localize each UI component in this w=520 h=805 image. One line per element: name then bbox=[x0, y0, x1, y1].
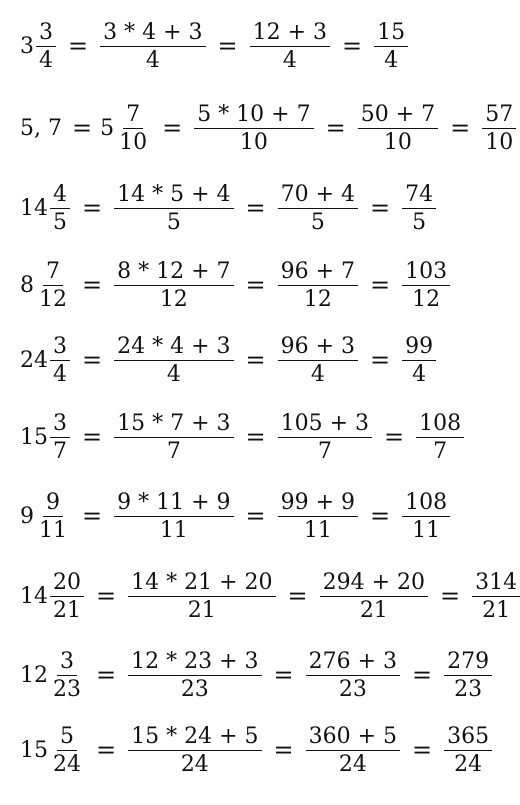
whole-part: 15 bbox=[20, 737, 48, 763]
expression-fraction bbox=[114, 181, 233, 236]
mixed-fraction bbox=[36, 258, 70, 313]
equals-sign: = bbox=[384, 423, 405, 451]
numerator: 105 + 3 bbox=[278, 410, 372, 438]
denominator: 24 bbox=[338, 751, 367, 777]
decimal-value: 5, 7 bbox=[20, 115, 62, 141]
equation-row bbox=[20, 720, 492, 780]
denominator: 7 bbox=[53, 438, 67, 464]
numerator: 314 bbox=[472, 569, 520, 597]
whole-part: 24 bbox=[20, 347, 48, 373]
equation-row bbox=[20, 486, 450, 546]
whole-part: 8 bbox=[20, 272, 34, 298]
numerator: 12 * 23 + 3 bbox=[128, 648, 261, 676]
denominator: 12 bbox=[39, 286, 67, 312]
denominator: 4 bbox=[282, 47, 297, 73]
numerator: 7 bbox=[43, 258, 63, 286]
result-fraction bbox=[402, 333, 436, 388]
numerator: 3 bbox=[50, 333, 70, 361]
numerator: 108 bbox=[416, 410, 464, 438]
numerator: 5 bbox=[57, 723, 77, 751]
expression-fraction bbox=[114, 258, 233, 313]
equals-sign: = bbox=[245, 271, 266, 299]
mixed-number bbox=[20, 489, 70, 544]
mixed-number bbox=[20, 19, 56, 74]
mixed-number bbox=[20, 648, 84, 703]
numerator: 99 + 9 bbox=[278, 489, 358, 517]
denominator: 7 bbox=[433, 438, 448, 464]
equals-sign: = bbox=[273, 661, 294, 689]
whole-part: 5 bbox=[100, 115, 115, 141]
denominator: 5 bbox=[412, 209, 427, 235]
equation-row bbox=[20, 178, 436, 238]
expression-fraction bbox=[114, 410, 233, 465]
denominator: 4 bbox=[145, 47, 160, 73]
numerator: 3 bbox=[36, 19, 56, 47]
denominator: 11 bbox=[412, 517, 441, 543]
equals-sign: = bbox=[245, 502, 266, 530]
numerator: 15 * 7 + 3 bbox=[114, 410, 233, 438]
numerator: 8 * 12 + 7 bbox=[114, 258, 233, 286]
equals-sign: = bbox=[412, 661, 433, 689]
numerator: 15 * 24 + 5 bbox=[128, 723, 261, 751]
denominator: 11 bbox=[159, 517, 188, 543]
mixed-fraction bbox=[50, 333, 70, 388]
equals-sign: = bbox=[412, 736, 433, 764]
result-fraction bbox=[472, 569, 520, 624]
equals-sign: = bbox=[245, 423, 266, 451]
numerator: 50 + 7 bbox=[358, 101, 438, 129]
sum-fraction bbox=[278, 181, 358, 236]
numerator: 3 bbox=[57, 648, 77, 676]
sum-fraction bbox=[278, 333, 358, 388]
denominator: 21 bbox=[482, 597, 511, 623]
denominator: 7 bbox=[166, 438, 181, 464]
mixed-fraction bbox=[116, 101, 150, 156]
equals-sign: = bbox=[217, 32, 238, 60]
equals-sign: = bbox=[82, 502, 103, 530]
mixed-number bbox=[20, 258, 70, 313]
numerator: 14 * 21 + 20 bbox=[128, 569, 275, 597]
denominator: 24 bbox=[53, 751, 81, 777]
numerator: 96 + 3 bbox=[278, 333, 358, 361]
numerator: 57 bbox=[482, 101, 516, 129]
whole-part: 14 bbox=[20, 583, 48, 609]
result-fraction bbox=[416, 410, 464, 465]
equals-sign: = bbox=[287, 582, 308, 610]
equals-sign: = bbox=[370, 194, 391, 222]
numerator: 103 bbox=[402, 258, 450, 286]
equals-sign: = bbox=[96, 582, 117, 610]
equals-sign: = bbox=[273, 736, 294, 764]
denominator: 4 bbox=[166, 361, 181, 387]
mixed-fraction bbox=[50, 648, 84, 703]
sum-fraction bbox=[278, 489, 358, 544]
expression-fraction bbox=[128, 648, 261, 703]
denominator: 24 bbox=[454, 751, 483, 777]
equation-row bbox=[20, 330, 436, 390]
equals-sign: = bbox=[71, 114, 93, 142]
result-fraction bbox=[444, 648, 492, 703]
equals-sign: = bbox=[245, 346, 266, 374]
numerator: 5 * 10 + 7 bbox=[194, 101, 313, 129]
denominator: 10 bbox=[383, 129, 412, 155]
mixed-fraction bbox=[36, 19, 56, 74]
equals-sign: = bbox=[82, 194, 103, 222]
sum-fraction bbox=[250, 19, 330, 74]
sum-fraction bbox=[306, 723, 400, 778]
expression-fraction bbox=[128, 569, 275, 624]
denominator: 5 bbox=[53, 209, 67, 235]
equals-sign: = bbox=[370, 502, 391, 530]
equals-sign: = bbox=[68, 32, 89, 60]
result-fraction bbox=[402, 258, 450, 313]
mixed-fraction bbox=[50, 410, 70, 465]
equation-row bbox=[20, 645, 492, 705]
mixed-number bbox=[20, 723, 84, 778]
denominator: 4 bbox=[39, 47, 53, 73]
denominator: 23 bbox=[53, 676, 81, 702]
sum-fraction bbox=[278, 410, 372, 465]
numerator: 279 bbox=[444, 648, 492, 676]
numerator: 70 + 4 bbox=[278, 181, 358, 209]
numerator: 3 * 4 + 3 bbox=[100, 19, 205, 47]
equals-sign: = bbox=[96, 661, 117, 689]
expression-fraction bbox=[194, 101, 313, 156]
denominator: 23 bbox=[338, 676, 367, 702]
denominator: 12 bbox=[412, 286, 441, 312]
numerator: 3 bbox=[50, 410, 70, 438]
result-fraction bbox=[402, 489, 450, 544]
sum-fraction bbox=[320, 569, 428, 624]
result-fraction bbox=[482, 101, 516, 156]
mixed-fraction bbox=[50, 181, 70, 236]
denominator: 12 bbox=[303, 286, 332, 312]
denominator: 10 bbox=[485, 129, 514, 155]
expression-fraction bbox=[128, 723, 261, 778]
denominator: 4 bbox=[53, 361, 67, 387]
expression-fraction bbox=[114, 333, 233, 388]
denominator: 24 bbox=[180, 751, 209, 777]
equation-row bbox=[20, 566, 520, 626]
denominator: 23 bbox=[454, 676, 483, 702]
mixed-fraction bbox=[36, 489, 70, 544]
equals-sign: = bbox=[370, 271, 391, 299]
mixed-fraction bbox=[50, 723, 84, 778]
denominator: 4 bbox=[310, 361, 325, 387]
whole-part: 14 bbox=[20, 195, 48, 221]
sum-fraction bbox=[278, 258, 358, 313]
equals-sign: = bbox=[96, 736, 117, 764]
mixed-number bbox=[20, 569, 84, 624]
equals-sign: = bbox=[370, 346, 391, 374]
equation-row bbox=[20, 98, 516, 158]
numerator: 365 bbox=[444, 723, 492, 751]
numerator: 294 + 20 bbox=[320, 569, 428, 597]
expression-fraction bbox=[100, 19, 205, 74]
numerator: 20 bbox=[50, 569, 84, 597]
numerator: 4 bbox=[50, 181, 70, 209]
denominator: 11 bbox=[303, 517, 332, 543]
numerator: 24 * 4 + 3 bbox=[114, 333, 233, 361]
whole-part: 3 bbox=[20, 33, 34, 59]
numerator: 7 bbox=[123, 101, 143, 129]
mixed-number bbox=[20, 410, 70, 465]
denominator: 4 bbox=[384, 47, 399, 73]
denominator: 10 bbox=[119, 129, 148, 155]
denominator: 21 bbox=[359, 597, 388, 623]
denominator: 5 bbox=[310, 209, 325, 235]
mixed-number bbox=[20, 181, 70, 236]
denominator: 7 bbox=[317, 438, 332, 464]
mixed-number bbox=[100, 101, 150, 156]
mixed-fraction bbox=[50, 569, 84, 624]
result-fraction bbox=[402, 181, 436, 236]
equals-sign: = bbox=[245, 194, 266, 222]
equals-sign: = bbox=[82, 423, 103, 451]
denominator: 21 bbox=[187, 597, 216, 623]
whole-part: 9 bbox=[20, 503, 34, 529]
numerator: 14 * 5 + 4 bbox=[114, 181, 233, 209]
numerator: 99 bbox=[402, 333, 436, 361]
equals-sign: = bbox=[450, 114, 471, 142]
equation-row bbox=[20, 407, 464, 467]
equation-row bbox=[20, 255, 450, 315]
denominator: 23 bbox=[180, 676, 209, 702]
denominator: 10 bbox=[239, 129, 268, 155]
denominator: 4 bbox=[412, 361, 427, 387]
numerator: 9 bbox=[43, 489, 63, 517]
mixed-number bbox=[20, 333, 70, 388]
equals-sign: = bbox=[342, 32, 363, 60]
denominator: 5 bbox=[166, 209, 181, 235]
denominator: 12 bbox=[159, 286, 188, 312]
numerator: 15 bbox=[374, 19, 408, 47]
numerator: 96 + 7 bbox=[278, 258, 358, 286]
numerator: 276 + 3 bbox=[306, 648, 400, 676]
numerator: 12 + 3 bbox=[250, 19, 330, 47]
result-fraction bbox=[374, 19, 408, 74]
equals-sign: = bbox=[82, 346, 103, 374]
equals-sign: = bbox=[440, 582, 461, 610]
equals-sign: = bbox=[325, 114, 346, 142]
result-fraction bbox=[444, 723, 492, 778]
expression-fraction bbox=[114, 489, 233, 544]
equals-sign: = bbox=[82, 271, 103, 299]
whole-part: 12 bbox=[20, 662, 48, 688]
numerator: 360 + 5 bbox=[306, 723, 400, 751]
numerator: 9 * 11 + 9 bbox=[114, 489, 233, 517]
equation-row bbox=[20, 16, 408, 76]
numerator: 108 bbox=[402, 489, 450, 517]
sum-fraction bbox=[358, 101, 438, 156]
numerator: 74 bbox=[402, 181, 436, 209]
equals-sign: = bbox=[162, 114, 183, 142]
whole-part: 15 bbox=[20, 424, 48, 450]
denominator: 11 bbox=[39, 517, 67, 543]
sum-fraction bbox=[306, 648, 400, 703]
denominator: 21 bbox=[53, 597, 81, 623]
